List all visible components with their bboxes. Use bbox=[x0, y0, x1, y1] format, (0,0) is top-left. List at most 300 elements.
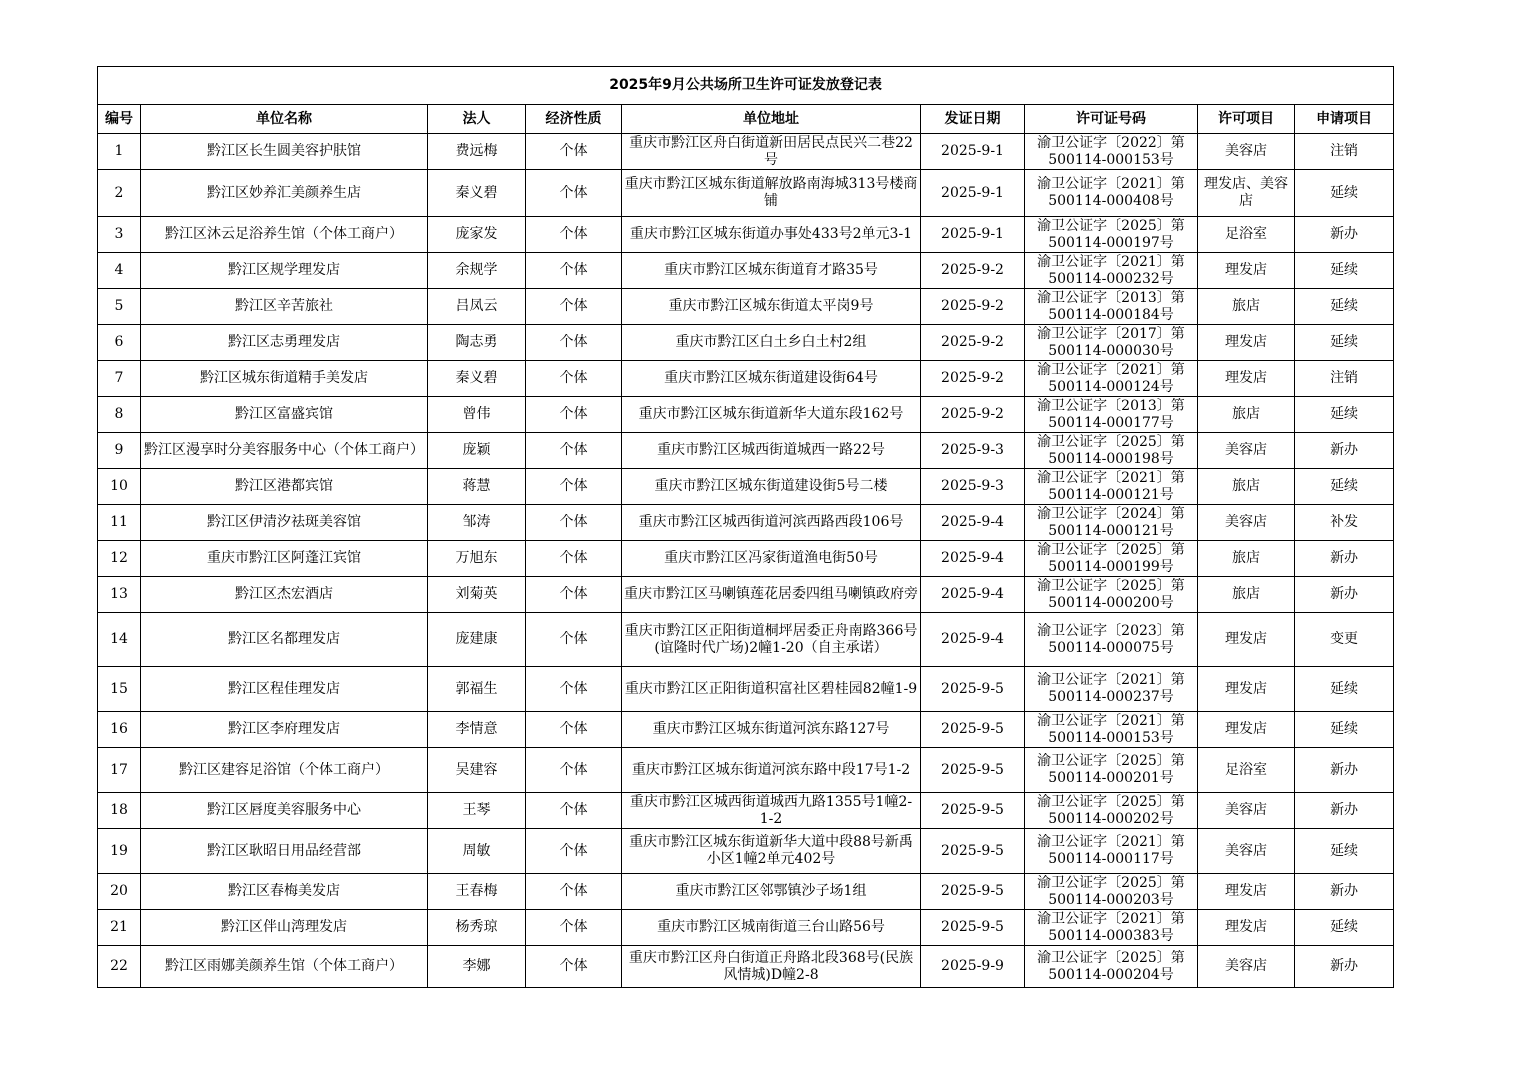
legal-person-text: 庞颖 bbox=[462, 442, 491, 458]
application-type bbox=[1295, 217, 1394, 253]
row-number-text: 6 bbox=[114, 334, 124, 350]
row-number-text: 5 bbox=[114, 298, 124, 314]
unit-name bbox=[141, 217, 428, 253]
unit-address bbox=[622, 667, 921, 712]
unit-name bbox=[141, 748, 428, 793]
legal-person bbox=[428, 289, 526, 325]
license-item-text: 足浴室 bbox=[1225, 226, 1267, 242]
economic-type-text: 个体 bbox=[559, 442, 588, 458]
application-type-text: 延续 bbox=[1330, 184, 1359, 201]
legal-person-text: 万旭东 bbox=[455, 550, 498, 566]
license-item bbox=[1198, 397, 1295, 433]
row-number-text: 22 bbox=[110, 958, 128, 974]
unit-address-text: 重庆市黔江区城东街道太平岗9号 bbox=[668, 298, 874, 314]
license-number bbox=[1025, 577, 1198, 613]
row-number bbox=[98, 541, 141, 577]
license-number-text: 渝卫公证字〔2024〕第500114-000121号 bbox=[1037, 505, 1185, 539]
license-number bbox=[1025, 217, 1198, 253]
legal-person bbox=[428, 748, 526, 793]
header-row bbox=[98, 105, 1394, 134]
row-number-text: 13 bbox=[110, 586, 128, 602]
application-type-text: 变更 bbox=[1330, 631, 1359, 647]
application-type bbox=[1295, 325, 1394, 361]
table-row bbox=[98, 505, 1394, 541]
license-number-text: 渝卫公证字〔2021〕第500114-000237号 bbox=[1037, 672, 1185, 705]
application-type-text: 延续 bbox=[1330, 478, 1359, 494]
legal-person-text: 费远梅 bbox=[455, 143, 498, 159]
legal-person-text: 郭福生 bbox=[455, 680, 498, 697]
economic-type-text: 个体 bbox=[559, 550, 588, 566]
economic-type-text: 个体 bbox=[559, 334, 588, 350]
application-type bbox=[1295, 253, 1394, 289]
table-row bbox=[98, 433, 1394, 469]
unit-address-text: 重庆市黔江区城东街道新华大道中段88号新禹小区1幢2单元402号 bbox=[629, 834, 913, 867]
economic-type-text: 个体 bbox=[559, 406, 588, 422]
application-type bbox=[1295, 829, 1394, 874]
license-item-text: 理发店 bbox=[1225, 919, 1267, 935]
economic-type bbox=[526, 289, 622, 325]
application-type bbox=[1295, 613, 1394, 667]
unit-name bbox=[141, 613, 428, 667]
application-type bbox=[1295, 134, 1394, 170]
application-type bbox=[1295, 712, 1394, 748]
row-number bbox=[98, 217, 141, 253]
application-type-text: 新办 bbox=[1330, 442, 1359, 458]
legal-person-text: 王琴 bbox=[462, 802, 491, 818]
row-number-text: 9 bbox=[114, 442, 124, 458]
legal-person bbox=[428, 910, 526, 946]
legal-person-text: 李情意 bbox=[455, 721, 498, 737]
unit-address-text: 重庆市黔江区城东街道建设街64号 bbox=[664, 370, 878, 386]
license-number-text: 渝卫公证字〔2025〕第500114-000204号 bbox=[1037, 949, 1185, 983]
table-row bbox=[98, 712, 1394, 748]
economic-type-text: 个体 bbox=[559, 298, 588, 314]
application-type bbox=[1295, 910, 1394, 946]
application-type-text: 新办 bbox=[1330, 550, 1359, 566]
issue-date bbox=[921, 910, 1025, 946]
table-row bbox=[98, 469, 1394, 505]
unit-name-text: 黔江区春梅美发店 bbox=[228, 883, 340, 899]
economic-type bbox=[526, 134, 622, 170]
economic-type bbox=[526, 910, 622, 946]
economic-type-text: 个体 bbox=[559, 514, 588, 530]
economic-type bbox=[526, 712, 622, 748]
economic-type-text: 个体 bbox=[559, 919, 588, 935]
economic-type bbox=[526, 667, 622, 712]
issue-date-text: 2025-9-5 bbox=[941, 680, 1004, 697]
row-number-text: 16 bbox=[110, 721, 128, 737]
table-row bbox=[98, 325, 1394, 361]
issue-date bbox=[921, 217, 1025, 253]
economic-type bbox=[526, 577, 622, 613]
legal-person bbox=[428, 613, 526, 667]
license-item-text: 理发店、美容店 bbox=[1204, 176, 1288, 209]
license-item bbox=[1198, 910, 1295, 946]
unit-name-text: 黔江区城东街道精手美发店 bbox=[200, 370, 368, 386]
unit-name-text: 黔江区伊清汐祛斑美容馆 bbox=[207, 514, 361, 530]
license-number-text: 渝卫公证字〔2025〕第500114-000202号 bbox=[1037, 793, 1185, 827]
unit-address-text: 重庆市黔江区马喇镇莲花居委四组马喇镇政府旁 bbox=[624, 586, 918, 602]
application-type-text: 新办 bbox=[1330, 958, 1359, 974]
license-number bbox=[1025, 289, 1198, 325]
license-number-text: 渝卫公证字〔2013〕第500114-000184号 bbox=[1037, 289, 1185, 323]
economic-type bbox=[526, 613, 622, 667]
license-item-text: 美容店 bbox=[1225, 442, 1267, 458]
application-type bbox=[1295, 361, 1394, 397]
issue-date-text: 2025-9-3 bbox=[941, 478, 1004, 494]
row-number-text: 3 bbox=[114, 226, 124, 242]
legal-person-text: 秦义碧 bbox=[455, 184, 498, 201]
legal-person-text: 王春梅 bbox=[455, 883, 498, 899]
license-number-text: 渝卫公证字〔2021〕第500114-000121号 bbox=[1037, 469, 1185, 503]
legal-person bbox=[428, 217, 526, 253]
table-row bbox=[98, 289, 1394, 325]
application-type-text: 新办 bbox=[1330, 761, 1359, 778]
header-application-type: 申请项目 bbox=[1295, 105, 1394, 134]
economic-type-text: 个体 bbox=[559, 143, 588, 159]
unit-address bbox=[622, 910, 921, 946]
economic-type-text: 个体 bbox=[559, 883, 588, 899]
issue-date-text: 2025-9-5 bbox=[941, 883, 1004, 899]
issue-date bbox=[921, 748, 1025, 793]
row-number bbox=[98, 748, 141, 793]
application-type-text: 新办 bbox=[1330, 586, 1359, 602]
issue-date-text: 2025-9-2 bbox=[941, 298, 1004, 314]
row-number bbox=[98, 253, 141, 289]
legal-person-text: 刘菊英 bbox=[455, 586, 498, 602]
license-number-text: 渝卫公证字〔2022〕第500114-000153号 bbox=[1037, 134, 1185, 168]
application-type-text: 延续 bbox=[1330, 334, 1359, 350]
economic-type-text: 个体 bbox=[559, 721, 588, 737]
unit-address bbox=[622, 541, 921, 577]
unit-name bbox=[141, 433, 428, 469]
unit-address bbox=[622, 613, 921, 667]
issue-date bbox=[921, 433, 1025, 469]
unit-address bbox=[622, 253, 921, 289]
economic-type-text: 个体 bbox=[559, 370, 588, 386]
license-number bbox=[1025, 910, 1198, 946]
economic-type bbox=[526, 793, 622, 829]
unit-address bbox=[622, 748, 921, 793]
application-type bbox=[1295, 541, 1394, 577]
issue-date bbox=[921, 397, 1025, 433]
issue-date bbox=[921, 712, 1025, 748]
legal-person bbox=[428, 541, 526, 577]
license-item bbox=[1198, 946, 1295, 988]
row-number bbox=[98, 613, 141, 667]
legal-person bbox=[428, 397, 526, 433]
legal-person bbox=[428, 433, 526, 469]
legal-person-text: 庞家发 bbox=[455, 226, 498, 242]
license-number bbox=[1025, 829, 1198, 874]
application-type bbox=[1295, 469, 1394, 505]
issue-date bbox=[921, 793, 1025, 829]
license-number bbox=[1025, 793, 1198, 829]
unit-name bbox=[141, 793, 428, 829]
license-item bbox=[1198, 505, 1295, 541]
table-row bbox=[98, 910, 1394, 946]
unit-name-text: 黔江区沐云足浴养生馆（个体工商户） bbox=[165, 226, 403, 242]
row-number-text: 20 bbox=[110, 883, 128, 899]
row-number-text: 4 bbox=[114, 262, 124, 278]
application-type bbox=[1295, 946, 1394, 988]
license-number-text: 渝卫公证字〔2025〕第500114-000199号 bbox=[1037, 541, 1185, 575]
table-row bbox=[98, 667, 1394, 712]
row-number bbox=[98, 667, 141, 712]
legal-person bbox=[428, 134, 526, 170]
license-item bbox=[1198, 874, 1295, 910]
license-item-text: 旅店 bbox=[1232, 406, 1260, 422]
license-number-text: 渝卫公证字〔2021〕第500114-000124号 bbox=[1037, 361, 1185, 395]
license-number bbox=[1025, 946, 1198, 988]
application-type-text: 延续 bbox=[1330, 298, 1359, 314]
application-type-text: 延续 bbox=[1330, 262, 1359, 278]
license-number bbox=[1025, 170, 1198, 217]
unit-address-text: 重庆市黔江区正阳街道积富社区碧桂园82幢1-9 bbox=[624, 680, 918, 697]
license-number-text: 渝卫公证字〔2017〕第500114-000030号 bbox=[1037, 325, 1185, 359]
legal-person bbox=[428, 325, 526, 361]
row-number-text: 7 bbox=[114, 370, 124, 386]
legal-person-text: 陶志勇 bbox=[455, 334, 498, 350]
row-number-text: 8 bbox=[114, 406, 124, 422]
legal-person bbox=[428, 577, 526, 613]
row-number bbox=[98, 946, 141, 988]
unit-address bbox=[622, 505, 921, 541]
economic-type bbox=[526, 217, 622, 253]
legal-person bbox=[428, 829, 526, 874]
unit-address bbox=[622, 325, 921, 361]
unit-address bbox=[622, 874, 921, 910]
economic-type bbox=[526, 361, 622, 397]
unit-name-text: 黔江区杰宏酒店 bbox=[235, 586, 333, 602]
license-item bbox=[1198, 577, 1295, 613]
economic-type-text: 个体 bbox=[559, 680, 588, 697]
issue-date bbox=[921, 667, 1025, 712]
header-unit-name: 单位名称 bbox=[141, 105, 428, 134]
license-item bbox=[1198, 667, 1295, 712]
unit-address bbox=[622, 361, 921, 397]
license-number bbox=[1025, 253, 1198, 289]
license-item-text: 理发店 bbox=[1225, 680, 1267, 697]
unit-name bbox=[141, 134, 428, 170]
unit-address bbox=[622, 469, 921, 505]
unit-name-text: 黔江区志勇理发店 bbox=[228, 334, 340, 350]
header-legal-person: 法人 bbox=[428, 105, 526, 134]
issue-date bbox=[921, 946, 1025, 988]
unit-address-text: 重庆市黔江区正阳街道桐坪居委正舟南路366号(谊隆时代广场)2幢1-20（自主承诺） bbox=[624, 622, 918, 656]
row-number bbox=[98, 469, 141, 505]
legal-person-text: 吕凤云 bbox=[455, 298, 498, 314]
unit-name-text: 黔江区名都理发店 bbox=[228, 631, 340, 647]
unit-name bbox=[141, 505, 428, 541]
issue-date bbox=[921, 289, 1025, 325]
issue-date-text: 2025-9-5 bbox=[941, 721, 1004, 737]
unit-name bbox=[141, 829, 428, 874]
license-item bbox=[1198, 613, 1295, 667]
header-address: 单位地址 bbox=[622, 105, 921, 134]
row-number-text: 12 bbox=[110, 550, 128, 566]
license-number-text: 渝卫公证字〔2025〕第500114-000200号 bbox=[1037, 577, 1185, 611]
license-number-text: 渝卫公证字〔2021〕第500114-000383号 bbox=[1037, 910, 1185, 944]
row-number bbox=[98, 505, 141, 541]
application-type bbox=[1295, 289, 1394, 325]
license-number-text: 渝卫公证字〔2013〕第500114-000177号 bbox=[1037, 397, 1185, 431]
row-number bbox=[98, 577, 141, 613]
unit-name-text: 黔江区伴山湾理发店 bbox=[221, 919, 347, 935]
legal-person bbox=[428, 874, 526, 910]
license-item-text: 理发店 bbox=[1225, 334, 1267, 350]
unit-address-text: 重庆市黔江区冯家街道渔电街50号 bbox=[664, 550, 878, 566]
unit-address-text: 重庆市黔江区城东街道河滨东路127号 bbox=[652, 721, 890, 737]
unit-address bbox=[622, 289, 921, 325]
application-type bbox=[1295, 793, 1394, 829]
legal-person bbox=[428, 946, 526, 988]
header-issue-date: 发证日期 bbox=[921, 105, 1025, 134]
license-item bbox=[1198, 253, 1295, 289]
license-number-text: 渝卫公证字〔2021〕第500114-000153号 bbox=[1037, 712, 1185, 746]
issue-date-text: 2025-9-1 bbox=[941, 184, 1004, 201]
issue-date bbox=[921, 170, 1025, 217]
table-row bbox=[98, 829, 1394, 874]
application-type-text: 延续 bbox=[1330, 406, 1359, 422]
table-row bbox=[98, 946, 1394, 988]
license-register-table bbox=[97, 66, 1394, 988]
row-number bbox=[98, 289, 141, 325]
header-license-number: 许可证号码 bbox=[1025, 105, 1198, 134]
header-license-item: 许可项目 bbox=[1198, 105, 1295, 134]
row-number bbox=[98, 134, 141, 170]
row-number-text: 15 bbox=[110, 680, 128, 697]
unit-address-text: 重庆市黔江区城东街道办事处433号2单元3-1 bbox=[629, 226, 913, 242]
row-number bbox=[98, 793, 141, 829]
unit-address bbox=[622, 433, 921, 469]
row-number-text: 14 bbox=[110, 631, 128, 647]
unit-address-text: 重庆市黔江区舟白街道正舟路北段368号(民族风情城)D幢2-8 bbox=[628, 949, 914, 983]
license-number bbox=[1025, 712, 1198, 748]
unit-name-text: 黔江区港都宾馆 bbox=[235, 478, 333, 494]
economic-type bbox=[526, 748, 622, 793]
row-number bbox=[98, 397, 141, 433]
license-number bbox=[1025, 505, 1198, 541]
unit-address bbox=[622, 712, 921, 748]
legal-person bbox=[428, 667, 526, 712]
unit-name-text: 黔江区程佳理发店 bbox=[228, 680, 340, 697]
application-type-text: 延续 bbox=[1330, 919, 1359, 935]
license-item-text: 旅店 bbox=[1232, 478, 1260, 494]
table-row bbox=[98, 793, 1394, 829]
license-item-text: 美容店 bbox=[1225, 802, 1267, 818]
application-type bbox=[1295, 748, 1394, 793]
unit-name bbox=[141, 289, 428, 325]
row-number bbox=[98, 325, 141, 361]
table-row bbox=[98, 613, 1394, 667]
economic-type bbox=[526, 469, 622, 505]
license-item bbox=[1198, 325, 1295, 361]
application-type-text: 延续 bbox=[1330, 721, 1359, 737]
issue-date-text: 2025-9-5 bbox=[941, 802, 1004, 818]
legal-person-text: 蒋慧 bbox=[462, 478, 491, 494]
issue-date bbox=[921, 134, 1025, 170]
application-type bbox=[1295, 667, 1394, 712]
legal-person-text: 周敏 bbox=[462, 842, 491, 859]
unit-name bbox=[141, 712, 428, 748]
economic-type bbox=[526, 541, 622, 577]
license-number-text: 渝卫公证字〔2025〕第500114-000197号 bbox=[1037, 217, 1185, 251]
issue-date-text: 2025-9-3 bbox=[941, 442, 1004, 458]
economic-type bbox=[526, 325, 622, 361]
unit-name bbox=[141, 910, 428, 946]
application-type bbox=[1295, 433, 1394, 469]
unit-name bbox=[141, 469, 428, 505]
issue-date bbox=[921, 613, 1025, 667]
license-item-text: 美容店 bbox=[1225, 514, 1267, 530]
application-type bbox=[1295, 874, 1394, 910]
issue-date-text: 2025-9-5 bbox=[941, 761, 1004, 778]
license-item bbox=[1198, 829, 1295, 874]
row-number bbox=[98, 829, 141, 874]
license-number bbox=[1025, 433, 1198, 469]
unit-address-text: 重庆市黔江区城西街道城西九路1355号1幢2-1-2 bbox=[629, 793, 913, 827]
unit-name bbox=[141, 253, 428, 289]
issue-date-text: 2025-9-4 bbox=[941, 631, 1004, 647]
economic-type bbox=[526, 433, 622, 469]
license-number bbox=[1025, 667, 1198, 712]
unit-address bbox=[622, 217, 921, 253]
issue-date-text: 2025-9-5 bbox=[941, 919, 1004, 935]
issue-date bbox=[921, 325, 1025, 361]
license-number bbox=[1025, 325, 1198, 361]
license-item bbox=[1198, 433, 1295, 469]
page-title: 2025年9月公共场所卫生许可证发放登记表 bbox=[98, 67, 1394, 105]
unit-name-text: 黔江区富盛宾馆 bbox=[235, 406, 333, 422]
table-row bbox=[98, 577, 1394, 613]
license-number bbox=[1025, 134, 1198, 170]
application-type bbox=[1295, 170, 1394, 217]
row-number-text: 10 bbox=[110, 478, 128, 494]
license-item bbox=[1198, 541, 1295, 577]
legal-person-text: 余规学 bbox=[455, 262, 498, 278]
application-type-text: 延续 bbox=[1330, 680, 1359, 697]
unit-name-text: 黔江区辛苦旅社 bbox=[235, 298, 333, 314]
license-item-text: 理发店 bbox=[1225, 721, 1267, 737]
unit-address-text: 重庆市黔江区城东街道河滨东路中段17号1-2 bbox=[631, 761, 911, 778]
legal-person bbox=[428, 793, 526, 829]
license-item-text: 美容店 bbox=[1225, 842, 1267, 859]
economic-type-text: 个体 bbox=[559, 586, 588, 602]
license-item bbox=[1198, 712, 1295, 748]
row-number-text: 11 bbox=[110, 514, 128, 530]
license-number-text: 渝卫公证字〔2021〕第500114-000232号 bbox=[1037, 253, 1185, 287]
issue-date bbox=[921, 577, 1025, 613]
unit-address-text: 重庆市黔江区舟白街道新田居民点民兴二巷22号 bbox=[629, 134, 913, 168]
unit-name bbox=[141, 170, 428, 217]
license-item-text: 理发店 bbox=[1225, 883, 1267, 899]
license-item-text: 美容店 bbox=[1225, 958, 1267, 974]
license-item bbox=[1198, 289, 1295, 325]
table-row bbox=[98, 541, 1394, 577]
unit-address bbox=[622, 134, 921, 170]
economic-type-text: 个体 bbox=[559, 958, 588, 974]
license-number bbox=[1025, 397, 1198, 433]
application-type bbox=[1295, 505, 1394, 541]
economic-type-text: 个体 bbox=[559, 226, 588, 242]
table-row bbox=[98, 170, 1394, 217]
license-item-text: 旅店 bbox=[1232, 298, 1260, 314]
unit-address-text: 重庆市黔江区城西街道城西一路22号 bbox=[657, 442, 885, 458]
unit-name-text: 黔江区耿昭日用品经营部 bbox=[207, 842, 361, 859]
license-item bbox=[1198, 748, 1295, 793]
license-item-text: 美容店 bbox=[1225, 143, 1267, 159]
